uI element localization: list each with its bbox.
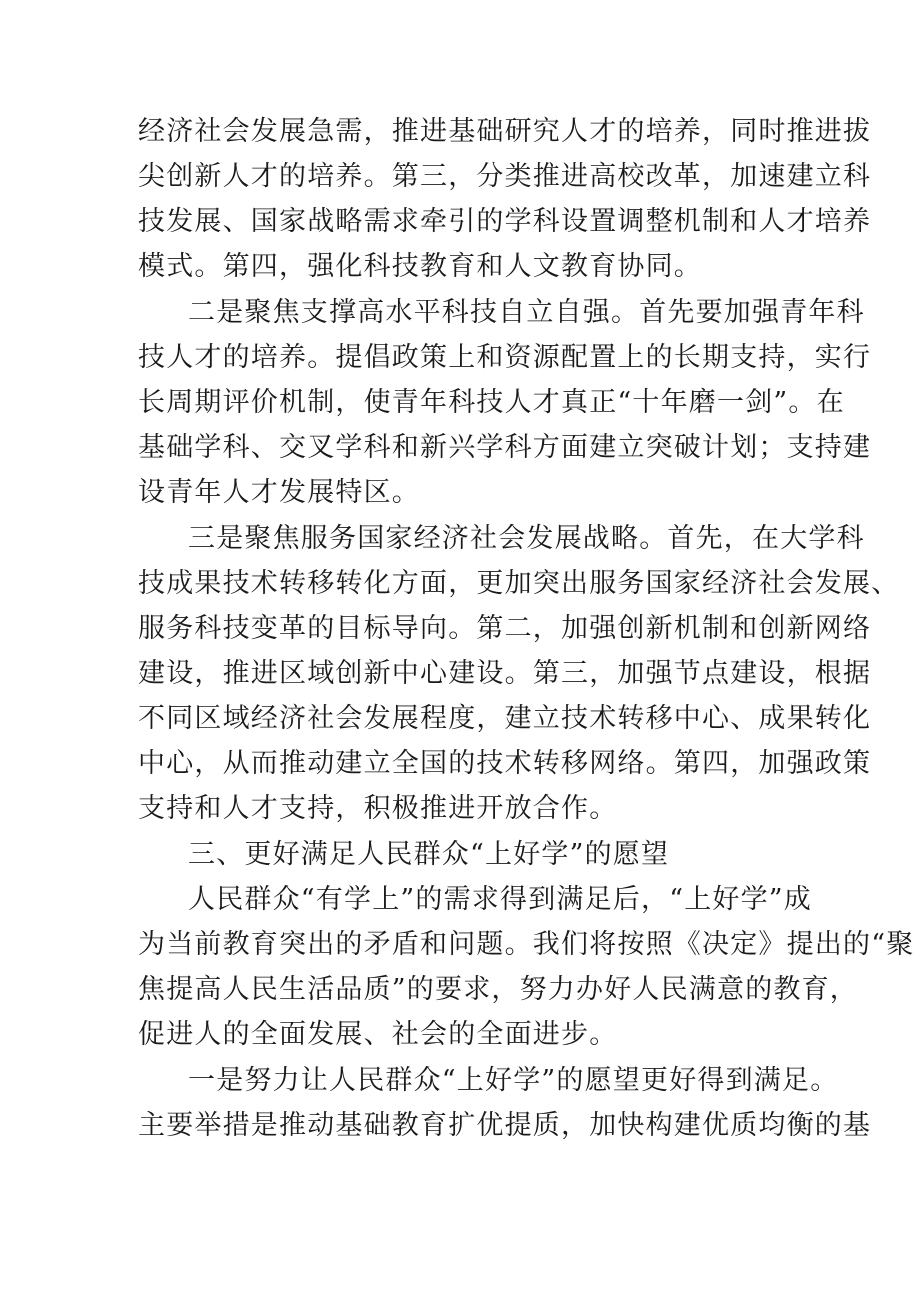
text-line: 技人才的培养。提倡政策上和资源配置上的长期支持，实行 — [138, 342, 872, 373]
text-line: 促进人的全面发展、社会的全面进步。 — [138, 1019, 618, 1050]
text-line: 技成果技术转移转化方面，更加突出服务国家经济社会发展、 — [138, 568, 900, 599]
text-line: 中心，从而推动建立全国的技术转移网络。第四，加强政策 — [138, 748, 872, 779]
section-heading: 三、更好满足人民群众“上好学”的愿望 — [188, 839, 670, 870]
text-line: 为当前教育突出的矛盾和问题。我们将按照《决定》提出的“聚 — [138, 929, 915, 960]
text-line: 设青年人才发展特区。 — [138, 477, 420, 508]
text-line: 不同区域经济社会发展程度，建立技术转移中心、成果转化 — [138, 703, 872, 734]
text-line: 尖创新人才的培养。第三，分类推进高校改革，加速建立科 — [138, 161, 872, 192]
paragraph-first-line: 三是聚焦服务国家经济社会发展战略。首先，在大学科 — [188, 523, 865, 554]
paragraph-first-line: 二是聚焦支撑高水平科技自立自强。首先要加强青年科 — [188, 297, 865, 328]
text-line: 主要举措是推动基础教育扩优提质，加快构建优质均衡的基 — [138, 1110, 872, 1141]
text-line: 技发展、国家战略需求牵引的学科设置调整机制和人才培养 — [138, 206, 872, 237]
text-line: 焦提高人民生活品质”的要求，努力办好人民满意的教育， — [138, 974, 859, 1005]
text-line: 基础学科、交叉学科和新兴学科方面建立突破计划；支持建 — [138, 432, 872, 463]
text-line: 支持和人才支持，积极推进开放合作。 — [138, 793, 618, 824]
text-line: 模式。第四，强化科技教育和人文教育协同。 — [138, 251, 702, 282]
text-line: 长周期评价机制，使青年科技人才真正“十年磨一剑”。在 — [138, 387, 845, 418]
text-line: 经济社会发展急需，推进基础研究人才的培养，同时推进拔 — [138, 116, 872, 147]
text-line: 建设，推进区域创新中心建设。第三，加强节点建设，根据 — [138, 658, 872, 689]
paragraph-first-line: 人民群众“有学上”的需求得到满足后，“上好学”成 — [188, 884, 813, 915]
text-line: 服务科技变革的目标导向。第二，加强创新机制和创新网络 — [138, 613, 872, 644]
paragraph-first-line: 一是努力让人民群众“上好学”的愿望更好得到满足。 — [188, 1065, 839, 1096]
